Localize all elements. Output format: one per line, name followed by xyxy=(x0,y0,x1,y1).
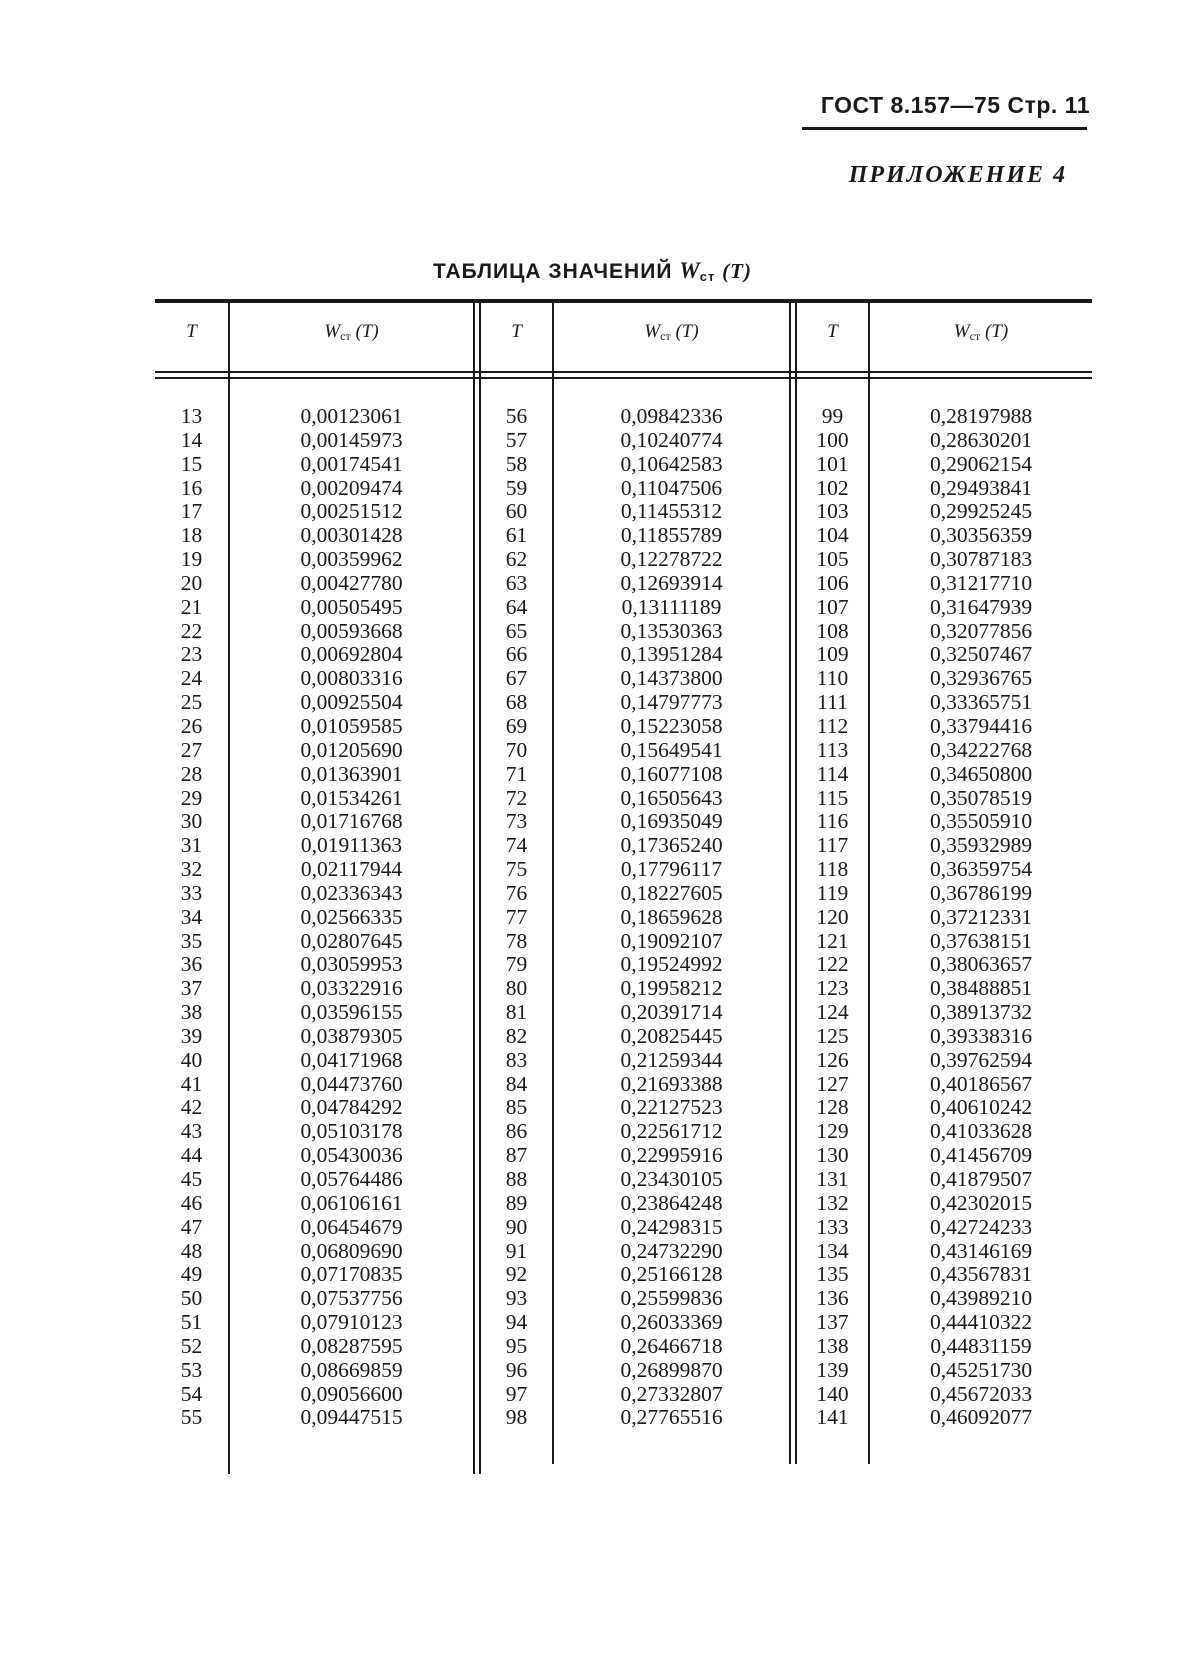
table-cell-t: 86 xyxy=(505,1119,528,1144)
table-cell-t: 19 xyxy=(180,547,203,572)
table-cell-t: 118 xyxy=(816,857,849,882)
table-cell-w: 0,25599836 xyxy=(620,1286,723,1311)
table-cell-t: 22 xyxy=(180,618,203,643)
table-cell-w: 0,13530363 xyxy=(620,618,723,643)
table-cell-w: 0,13951284 xyxy=(620,642,723,667)
table-cell-t: 126 xyxy=(816,1047,849,1072)
table-cell-w: 0,06809690 xyxy=(300,1238,403,1263)
table-cell-w: 0,37638151 xyxy=(929,928,1033,953)
table-cell-t: 134 xyxy=(816,1238,849,1263)
column-header-w-symbol: W xyxy=(953,321,970,342)
table-cell-t: 52 xyxy=(180,1333,203,1358)
table-cell-t: 78 xyxy=(505,928,528,953)
table-cell-t: 141 xyxy=(816,1405,849,1430)
table-cell-t: 117 xyxy=(816,833,849,858)
column-header-t: T xyxy=(186,321,197,342)
table-cell-w: 0,44831159 xyxy=(930,1333,1032,1358)
table-cell-t: 100 xyxy=(816,427,849,452)
table-cell-t: 80 xyxy=(505,976,528,1001)
table-cell-t: 122 xyxy=(816,952,849,977)
table-title-symbol: W xyxy=(679,258,700,283)
table-cell-t: 114 xyxy=(816,761,849,786)
table-cell-w: 0,02117944 xyxy=(300,857,403,882)
table-cell-w: 0,26466718 xyxy=(620,1333,723,1358)
table-cell-t: 89 xyxy=(505,1190,528,1215)
table-cell-t: 105 xyxy=(816,547,849,572)
table-cell-t: 93 xyxy=(505,1286,528,1311)
table-cell-w: 0,27332807 xyxy=(620,1381,723,1406)
table-cell-w: 0,35078519 xyxy=(929,785,1033,810)
table-cell-t: 24 xyxy=(180,666,203,691)
column-header-w xyxy=(870,321,1092,344)
table-cell-t: 14 xyxy=(180,427,203,452)
table-cell-t: 69 xyxy=(505,713,528,738)
table-cell-w: 0,14373800 xyxy=(620,666,723,691)
table-cell-t: 33 xyxy=(180,880,203,905)
table-cell-w: 0,36359754 xyxy=(929,857,1033,882)
table-cell-w: 0,05103178 xyxy=(300,1119,403,1144)
table-cell-w: 0,08669859 xyxy=(300,1357,403,1382)
table-cell-w: 0,29493841 xyxy=(929,475,1033,500)
table-cell-t: 84 xyxy=(505,1071,528,1096)
table-cell-t: 116 xyxy=(816,809,849,834)
table-cell-t: 81 xyxy=(505,1000,528,1025)
table-cell-w: 0,15223058 xyxy=(620,713,723,738)
table-cell-w: 0,02336343 xyxy=(300,880,403,905)
table-cell-w: 0,19958212 xyxy=(620,976,723,1001)
table-cell-t: 35 xyxy=(180,928,203,953)
table-cell-w: 0,40610242 xyxy=(929,1095,1033,1120)
table-cell-t: 72 xyxy=(505,785,528,810)
table-cell-w: 0,03596155 xyxy=(300,1000,403,1025)
w-column-block-2 xyxy=(554,405,789,1430)
table-cell-t: 44 xyxy=(180,1143,203,1168)
table-cell-w: 0,37212331 xyxy=(929,904,1033,929)
table-cell-w: 0,27765516 xyxy=(620,1405,723,1430)
table-cell-w: 0,33365751 xyxy=(929,690,1033,715)
table-cell-t: 133 xyxy=(816,1214,849,1239)
table-cell-t: 138 xyxy=(816,1333,849,1358)
table-cell-w: 0,32507467 xyxy=(929,642,1033,667)
table-cell-w: 0,03059953 xyxy=(300,952,403,977)
table-cell-t: 64 xyxy=(505,594,528,619)
column-header-w-subscript: ст xyxy=(969,329,981,343)
table-cell-w: 0,20391714 xyxy=(620,1000,723,1025)
table-cell-t: 131 xyxy=(816,1167,849,1191)
column-header-w-symbol: W xyxy=(644,321,661,342)
table-cell-t: 88 xyxy=(505,1167,528,1191)
table-cell-t: 45 xyxy=(180,1167,203,1191)
table-header-rule-double xyxy=(155,377,1092,379)
table-cell-t: 70 xyxy=(505,737,528,762)
table-cell-w: 0,18227605 xyxy=(620,880,723,905)
table-cell-w: 0,38063657 xyxy=(929,952,1033,977)
table-cell-t: 121 xyxy=(816,928,849,953)
table-cell-t: 82 xyxy=(505,1023,528,1048)
table-top-rule xyxy=(155,299,1092,303)
table-cell-w: 0,42302015 xyxy=(929,1190,1033,1215)
table-cell-t: 101 xyxy=(816,451,849,476)
table-cell-t: 30 xyxy=(180,809,203,834)
table-cell-t: 103 xyxy=(816,499,849,524)
table-cell-w: 0,10240774 xyxy=(620,427,723,452)
table-cell-t: 96 xyxy=(505,1357,528,1382)
table-cell-t: 54 xyxy=(180,1381,203,1406)
appendix-label: ПРИЛОЖЕНИЕ 4 xyxy=(848,162,1067,188)
table-cell-w: 0,17365240 xyxy=(620,833,723,858)
table-cell-w: 0,35505910 xyxy=(929,809,1033,834)
table-cell-t: 71 xyxy=(505,761,528,786)
column-header-w xyxy=(230,321,473,344)
table-cell-t: 127 xyxy=(816,1071,849,1096)
table-cell-t: 135 xyxy=(816,1262,849,1287)
table-cell-w: 0,43989210 xyxy=(929,1286,1033,1311)
table-cell-t: 76 xyxy=(505,880,528,905)
table-cell-w: 0,16935049 xyxy=(620,809,723,834)
table-cell-w: 0,25166128 xyxy=(620,1262,723,1287)
table-cell-t: 67 xyxy=(505,666,528,691)
table-cell-t: 17 xyxy=(180,499,203,524)
table-cell-t: 139 xyxy=(816,1357,849,1382)
table-cell-w: 0,29925245 xyxy=(929,499,1033,524)
table-cell-t: 20 xyxy=(180,570,203,595)
w-column-block-3 xyxy=(870,405,1092,1430)
table-title xyxy=(0,258,1185,284)
table-cell-w: 0,41879507 xyxy=(929,1167,1033,1191)
table-cell-w: 0,22561712 xyxy=(620,1119,723,1144)
table-cell-t: 36 xyxy=(180,952,203,977)
table-cell-w: 0,02566335 xyxy=(300,904,403,929)
table-cell-w: 0,29062154 xyxy=(929,451,1033,476)
table-cell-t: 61 xyxy=(505,523,528,548)
table-cell-t: 51 xyxy=(180,1310,203,1335)
table-cell-w: 0,03322916 xyxy=(300,976,403,1001)
table-cell-t: 27 xyxy=(180,737,203,762)
table-cell-t: 106 xyxy=(816,570,849,595)
table-cell-t: 75 xyxy=(505,857,528,882)
table-cell-t: 77 xyxy=(505,904,528,929)
table-cell-t: 41 xyxy=(180,1071,203,1096)
table-cell-t: 28 xyxy=(180,761,203,786)
block-divider xyxy=(473,302,475,1474)
table-cell-w: 0,46092077 xyxy=(929,1405,1033,1430)
table-cell-w: 0,28630201 xyxy=(929,427,1033,452)
table-cell-t: 23 xyxy=(180,642,203,667)
table-cell-w: 0,00123061 xyxy=(300,404,403,428)
table-cell-w: 0,08287595 xyxy=(300,1333,403,1358)
table-cell-w: 0,22995916 xyxy=(620,1143,723,1168)
table-cell-t: 26 xyxy=(180,713,203,738)
table-cell-t: 115 xyxy=(816,785,849,810)
table-cell-w: 0,11047506 xyxy=(620,475,723,500)
table-cell-w: 0,22127523 xyxy=(620,1095,723,1120)
table-cell-t: 18 xyxy=(180,523,203,548)
table-cell-w: 0,42724233 xyxy=(929,1214,1033,1239)
table-cell-t: 29 xyxy=(180,785,203,810)
table-cell-w: 0,14797773 xyxy=(620,690,723,715)
table-cell-w: 0,01363901 xyxy=(300,761,403,786)
table-cell-w: 0,20825445 xyxy=(620,1023,723,1048)
table-cell-t: 104 xyxy=(816,523,849,548)
table-cell-w: 0,01059585 xyxy=(300,713,403,738)
table-cell-t: 16 xyxy=(180,475,203,500)
table-cell-w: 0,09447515 xyxy=(300,1405,403,1430)
column-header-w-subscript: ст xyxy=(660,329,671,343)
table-cell-t: 107 xyxy=(816,594,849,619)
table-cell-t: 43 xyxy=(180,1119,203,1144)
table-cell-t: 94 xyxy=(505,1310,528,1335)
table-cell-t: 129 xyxy=(816,1119,849,1144)
table-cell-t: 21 xyxy=(180,594,203,619)
table-cell-t: 49 xyxy=(180,1262,203,1287)
table-cell-w: 0,30787183 xyxy=(929,547,1033,572)
table-cell-w: 0,00301428 xyxy=(300,523,403,548)
table-cell-t: 66 xyxy=(505,642,528,667)
table-cell-t: 32 xyxy=(180,857,203,882)
table-cell-w: 0,04473760 xyxy=(300,1071,403,1096)
table-cell-t: 55 xyxy=(180,1405,203,1430)
table-cell-t: 42 xyxy=(180,1095,203,1120)
table-cell-w: 0,01716768 xyxy=(300,809,403,834)
table-cell-w: 0,18659628 xyxy=(620,904,723,929)
table-cell-t: 123 xyxy=(816,976,849,1001)
table-cell-w: 0,34222768 xyxy=(929,737,1033,762)
table-cell-t: 48 xyxy=(180,1238,203,1263)
table-cell-w: 0,39762594 xyxy=(929,1047,1033,1072)
table-cell-w: 0,00505495 xyxy=(300,594,403,619)
table-cell-t: 63 xyxy=(505,570,528,595)
table-cell-w: 0,16505643 xyxy=(620,785,723,810)
table-title-prefix: ТАБЛИЦА ЗНАЧЕНИЙ xyxy=(433,260,673,283)
table-cell-w: 0,03879305 xyxy=(300,1023,403,1048)
t-column-block-3 xyxy=(797,405,868,1430)
table-cell-w: 0,05764486 xyxy=(300,1167,403,1191)
table-cell-t: 87 xyxy=(505,1143,528,1168)
table-cell-t: 130 xyxy=(816,1143,849,1168)
table-cell-w: 0,09056600 xyxy=(300,1381,403,1406)
table-cell-t: 58 xyxy=(505,451,528,476)
t-column-block-1 xyxy=(155,405,228,1430)
header-rule xyxy=(802,127,1087,130)
table-cell-w: 0,06454679 xyxy=(300,1214,403,1239)
table-cell-t: 50 xyxy=(180,1286,203,1311)
table-cell-t: 110 xyxy=(816,666,849,691)
table-cell-w: 0,10642583 xyxy=(620,451,723,476)
table-cell-w: 0,00145973 xyxy=(300,427,403,452)
table-cell-t: 124 xyxy=(816,1000,849,1025)
table-cell-t: 85 xyxy=(505,1095,528,1120)
table-cell-t: 128 xyxy=(816,1095,849,1120)
table-cell-w: 0,31647939 xyxy=(929,594,1033,619)
column-header-w xyxy=(554,321,789,344)
table-cell-t: 38 xyxy=(180,1000,203,1025)
column-header-t: T xyxy=(827,321,838,342)
table-cell-t: 37 xyxy=(180,976,203,1001)
table-cell-t: 60 xyxy=(505,499,528,524)
table-cell-w: 0,07910123 xyxy=(300,1310,403,1335)
table-cell-t: 112 xyxy=(816,713,849,738)
table-cell-w: 0,43146169 xyxy=(929,1238,1033,1263)
table-cell-w: 0,00925504 xyxy=(300,690,403,715)
page-header-standard-ref: ГОСТ 8.157—75 Стр. 11 xyxy=(820,92,1090,118)
table-title-arg: (T) xyxy=(722,259,752,283)
table-cell-t: 34 xyxy=(180,904,203,929)
table-cell-t: 95 xyxy=(505,1333,528,1358)
table-cell-w: 0,02807645 xyxy=(300,928,403,953)
table-cell-w: 0,07170835 xyxy=(300,1262,403,1287)
block-divider xyxy=(789,302,791,1464)
table-cell-w: 0,06106161 xyxy=(300,1190,403,1215)
table-cell-w: 0,11855789 xyxy=(620,523,723,548)
table-cell-t: 68 xyxy=(505,690,528,715)
table-cell-w: 0,26033369 xyxy=(620,1310,723,1335)
table-cell-t: 113 xyxy=(816,737,849,762)
table-cell-t: 40 xyxy=(180,1047,203,1072)
column-header-w-arg: (T) xyxy=(355,321,379,342)
table-cell-w: 0,19092107 xyxy=(620,928,723,953)
table-cell-t: 92 xyxy=(505,1262,528,1287)
table-cell-w: 0,33794416 xyxy=(929,713,1033,738)
table-cell-t: 111 xyxy=(817,690,848,715)
table-cell-w: 0,32077856 xyxy=(929,618,1033,643)
column-header-t: T xyxy=(511,321,522,342)
table-cell-t: 47 xyxy=(180,1214,203,1239)
column-header-w-arg: (T) xyxy=(984,321,1009,342)
table-cell-w: 0,12693914 xyxy=(620,570,723,595)
table-cell-w: 0,00803316 xyxy=(300,666,403,691)
table-cell-t: 15 xyxy=(180,451,203,476)
table-cell-w: 0,00174541 xyxy=(300,451,403,476)
table-cell-t: 140 xyxy=(816,1381,849,1406)
table-cell-t: 46 xyxy=(180,1190,203,1215)
column-header-w-subscript: ст xyxy=(340,329,351,343)
table-cell-t: 120 xyxy=(816,904,849,929)
table-cell-w: 0,04784292 xyxy=(300,1095,403,1120)
table-cell-w: 0,35932989 xyxy=(929,833,1033,858)
table-cell-w: 0,39338316 xyxy=(929,1023,1033,1048)
table-cell-w: 0,01911363 xyxy=(300,833,403,858)
table-cell-w: 0,30356359 xyxy=(929,523,1033,548)
table-cell-t: 90 xyxy=(505,1214,528,1239)
table-cell-w: 0,34650800 xyxy=(929,761,1033,786)
table-cell-w: 0,26899870 xyxy=(620,1357,723,1382)
table-cell-w: 0,00593668 xyxy=(300,618,403,643)
table-cell-w: 0,16077108 xyxy=(620,761,723,786)
table-cell-t: 56 xyxy=(505,404,528,428)
table-cell-w: 0,45672033 xyxy=(929,1381,1033,1406)
table-cell-t: 25 xyxy=(180,690,203,715)
table-cell-t: 136 xyxy=(816,1286,849,1311)
table-cell-w: 0,28197988 xyxy=(929,404,1033,428)
table-cell-w: 0,41033628 xyxy=(929,1119,1033,1144)
table-cell-w: 0,38488851 xyxy=(929,976,1033,1001)
table-cell-w: 0,32936765 xyxy=(929,666,1033,691)
table-cell-w: 0,21259344 xyxy=(620,1047,723,1072)
table-cell-t: 74 xyxy=(505,833,528,858)
table-cell-t: 73 xyxy=(505,809,528,834)
table-cell-w: 0,11455312 xyxy=(620,499,723,524)
table-cell-w: 0,40186567 xyxy=(929,1071,1033,1096)
table-cell-w: 0,00209474 xyxy=(300,475,403,500)
table-cell-w: 0,38913732 xyxy=(929,1000,1033,1025)
table-cell-w: 0,01205690 xyxy=(300,737,403,762)
table-cell-w: 0,44410322 xyxy=(929,1310,1033,1335)
table-cell-w: 0,19524992 xyxy=(620,952,723,977)
table-cell-t: 62 xyxy=(505,547,528,572)
column-header-w-arg: (T) xyxy=(675,321,699,342)
table-cell-w: 0,07537756 xyxy=(300,1286,403,1311)
table-cell-t: 83 xyxy=(505,1047,528,1072)
table-cell-w: 0,15649541 xyxy=(620,737,723,762)
table-cell-t: 59 xyxy=(505,475,528,500)
table-cell-w: 0,13111189 xyxy=(621,594,722,619)
table-cell-w: 0,00359962 xyxy=(300,547,403,572)
table-header-rule xyxy=(155,371,1092,373)
table-cell-w: 0,01534261 xyxy=(300,785,403,810)
table-cell-t: 65 xyxy=(505,618,528,643)
table-cell-w: 0,09842336 xyxy=(620,404,723,428)
table-cell-t: 13 xyxy=(180,404,203,428)
table-cell-t: 39 xyxy=(180,1023,203,1048)
table-cell-w: 0,36786199 xyxy=(929,880,1033,905)
table-cell-t: 57 xyxy=(505,427,528,452)
table-cell-t: 132 xyxy=(816,1190,849,1215)
table-cell-w: 0,00427780 xyxy=(300,570,403,595)
table-cell-w: 0,43567831 xyxy=(929,1262,1033,1287)
table-cell-t: 109 xyxy=(816,642,849,667)
table-cell-t: 137 xyxy=(816,1310,849,1335)
table-cell-t: 119 xyxy=(816,880,849,905)
table-cell-t: 108 xyxy=(816,618,849,643)
table-cell-w: 0,21693388 xyxy=(620,1071,723,1096)
column-header-w-symbol: W xyxy=(324,321,341,342)
table-cell-t: 99 xyxy=(821,404,844,428)
table-cell-t: 102 xyxy=(816,475,849,500)
table-cell-t: 79 xyxy=(505,952,528,977)
table-cell-w: 0,05430036 xyxy=(300,1143,403,1168)
table-cell-w: 0,00692804 xyxy=(300,642,403,667)
t-column-block-2 xyxy=(481,405,552,1430)
table-cell-t: 31 xyxy=(180,833,203,858)
table-cell-w: 0,23864248 xyxy=(620,1190,723,1215)
table-cell-w: 0,00251512 xyxy=(300,499,403,524)
table-title-subscript: ст xyxy=(699,269,716,284)
table-cell-w: 0,45251730 xyxy=(929,1357,1033,1382)
table-cell-w: 0,41456709 xyxy=(929,1143,1033,1168)
table-cell-w: 0,24732290 xyxy=(620,1238,723,1263)
table-cell-t: 98 xyxy=(505,1405,528,1430)
table-cell-w: 0,17796117 xyxy=(620,857,723,882)
table-cell-t: 53 xyxy=(180,1357,203,1382)
w-column-block-1 xyxy=(230,405,473,1430)
table-cell-w: 0,12278722 xyxy=(620,547,723,572)
table-cell-t: 97 xyxy=(505,1381,528,1406)
table-cell-w: 0,04171968 xyxy=(300,1047,403,1072)
table-cell-t: 125 xyxy=(816,1023,849,1048)
table-cell-w: 0,23430105 xyxy=(620,1167,723,1191)
table-cell-w: 0,31217710 xyxy=(929,570,1033,595)
table-cell-t: 91 xyxy=(505,1238,528,1263)
table-cell-w: 0,24298315 xyxy=(620,1214,723,1239)
